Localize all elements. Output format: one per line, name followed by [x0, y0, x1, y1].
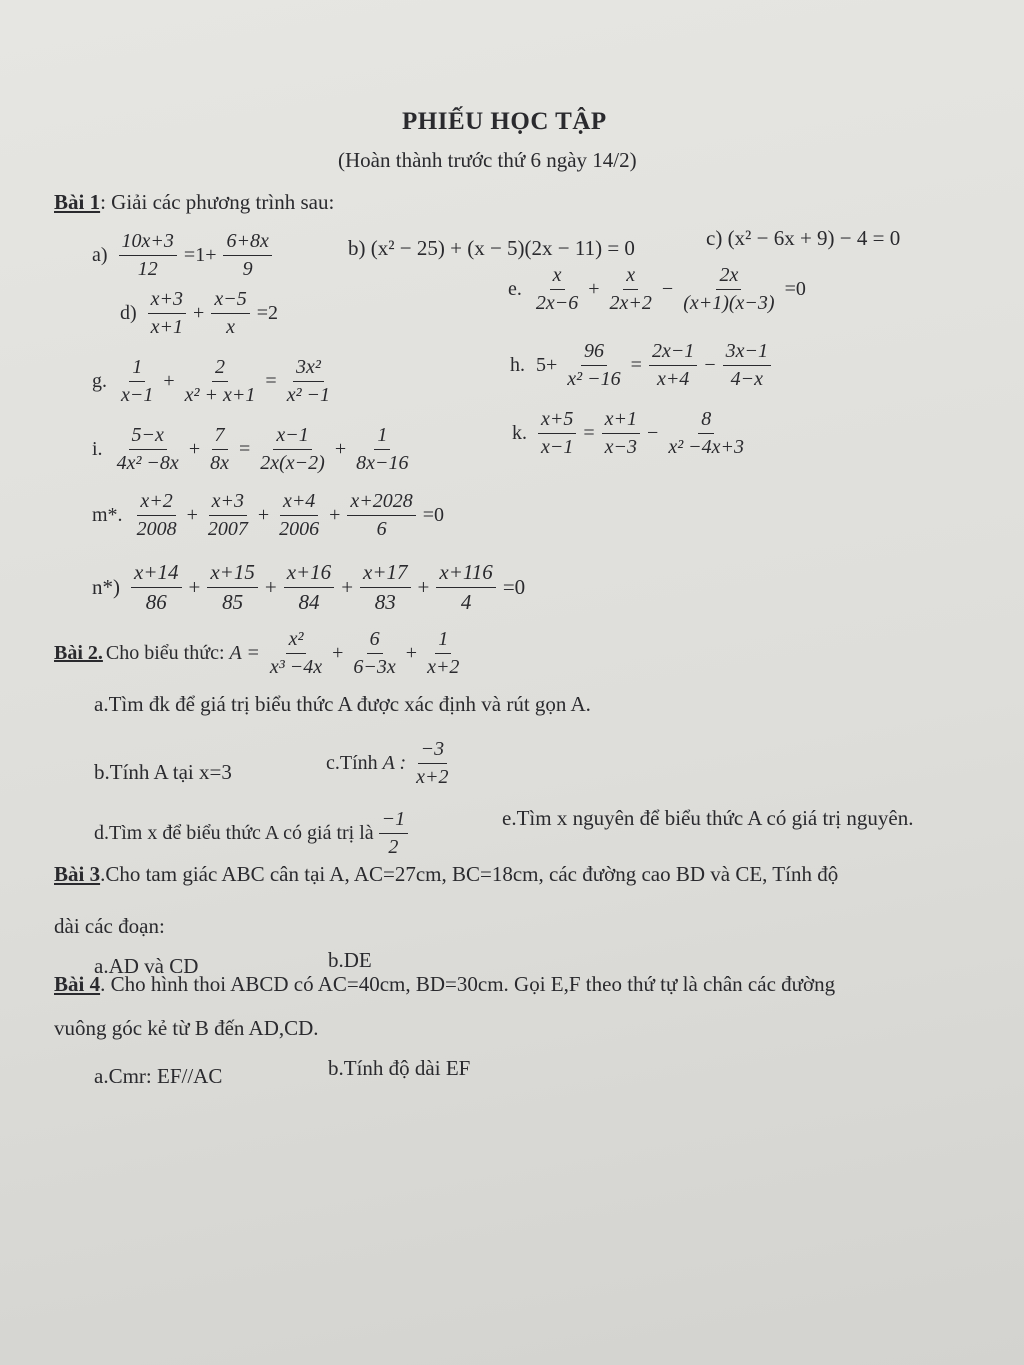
- operator: +: [193, 302, 205, 324]
- numerator: x+3: [148, 288, 186, 314]
- operator: +: [186, 504, 198, 526]
- equation-label: a): [92, 244, 108, 266]
- denominator: 8x−16: [356, 452, 409, 474]
- operator: +: [405, 642, 418, 664]
- numerator: 7: [212, 424, 228, 450]
- equation-d: [120, 288, 280, 339]
- denominator: 84: [298, 590, 320, 614]
- fraction: [205, 490, 251, 541]
- denominator: 2: [388, 836, 399, 858]
- page-subtitle: (Hoàn thành trước thứ 6 ngày 14/2): [338, 148, 637, 172]
- fraction: [379, 808, 409, 859]
- numerator: x+116: [436, 560, 495, 588]
- fraction: [207, 560, 258, 615]
- denominator: 8x: [210, 452, 229, 474]
- bai4-line2: vuông góc kẻ từ B đến AD,CD.: [54, 1016, 319, 1040]
- equation-b: b) (x² − 25) + (x − 5)(2x − 11) = 0: [348, 236, 635, 260]
- numerator: 2: [212, 356, 228, 382]
- numerator: 3x²: [293, 356, 324, 382]
- denominator: 6−3x: [353, 656, 396, 678]
- fraction: [413, 738, 451, 789]
- equation-label: n*): [92, 575, 120, 599]
- numerator: x+4: [280, 490, 318, 516]
- operator: =: [630, 354, 642, 376]
- numerator: −3: [418, 738, 448, 764]
- denominator: x−1: [541, 436, 574, 458]
- equation-label: k.: [512, 422, 527, 444]
- operator: +: [329, 504, 341, 526]
- denominator: 2x(x−2): [260, 452, 325, 474]
- fraction: [182, 356, 259, 407]
- numerator: x−5: [211, 288, 249, 314]
- denominator: (x+1)(x−3): [683, 292, 775, 314]
- equation-m: [92, 490, 446, 541]
- numerator: x+17: [360, 560, 411, 588]
- denominator: 6: [376, 518, 387, 540]
- bai2-part-a: a.Tìm đk để giá trị biểu thức A được xác định và rút gọn A.: [94, 692, 591, 716]
- fraction: [436, 560, 495, 615]
- numerator: x+3: [209, 490, 247, 516]
- operator: A :: [382, 752, 407, 774]
- denominator: 85: [222, 590, 244, 614]
- numerator: 3x−1: [723, 340, 771, 366]
- operator: +: [332, 642, 344, 664]
- operator: +: [417, 575, 430, 599]
- fraction: [284, 356, 333, 407]
- bai3-part-a: a.AD và CD: [94, 954, 199, 978]
- denominator: 12: [137, 258, 158, 280]
- operator: =: [238, 438, 251, 460]
- bai2-part-b: b.Tính A tại x=3: [94, 760, 232, 784]
- equation-i: [92, 424, 414, 475]
- numerator: −1: [379, 808, 409, 834]
- operator: =: [265, 370, 277, 392]
- bai2-part-c: [326, 738, 454, 789]
- numerator: 2x: [716, 264, 741, 290]
- page-title: PHIẾU HỌC TẬP: [402, 108, 607, 135]
- denominator: 2007: [207, 518, 248, 540]
- fraction: [680, 264, 777, 315]
- fraction: [114, 424, 182, 475]
- operator: =2: [256, 302, 278, 324]
- fraction: [723, 340, 771, 391]
- bai1-prompt: : Giải các phương trình sau:: [100, 190, 335, 214]
- numerator: 1: [129, 356, 145, 382]
- fraction: [353, 424, 411, 475]
- bai3-line2: dài các đoạn:: [54, 914, 165, 938]
- part-text: c.Tính: [326, 752, 378, 774]
- bai4-part-b: b.Tính độ dài EF: [328, 1056, 471, 1080]
- operator: 5+: [536, 354, 558, 376]
- numerator: x+16: [284, 560, 335, 588]
- denominator: 2008: [136, 518, 177, 540]
- part-text: d.Tìm x để biểu thức A có giá trị là: [94, 822, 374, 844]
- denominator: 2x−6: [535, 292, 579, 314]
- bai1-label: Bài 1: [54, 190, 101, 214]
- fraction: [118, 356, 156, 407]
- bai2-label: Bài 2.: [54, 642, 103, 664]
- fraction: [284, 560, 335, 615]
- fraction: [211, 288, 249, 339]
- denominator: x² −16: [567, 368, 621, 390]
- equation-a: [92, 230, 274, 281]
- fraction: [350, 628, 398, 679]
- numerator: 1: [435, 628, 451, 654]
- bai2-part-e: e.Tìm x nguyên để biểu thức A có giá trị nguyên.: [502, 806, 914, 830]
- equation-c: c) (x² − 6x + 9) − 4 = 0: [706, 226, 901, 250]
- fraction: [207, 424, 232, 475]
- denominator: x² −4x+3: [668, 436, 745, 458]
- operator: +: [188, 575, 201, 599]
- fraction: [665, 408, 747, 459]
- equation-label: g.: [92, 370, 107, 392]
- denominator: x+2: [416, 766, 449, 788]
- numerator: x: [623, 264, 638, 290]
- operator: +: [334, 438, 347, 460]
- denominator: 4x² −8x: [116, 452, 179, 474]
- fraction: [564, 340, 623, 391]
- bai4-part-a: a.Cmr: EF//AC: [94, 1064, 223, 1088]
- bai4-line1: [54, 972, 835, 997]
- numerator: x+2028: [347, 490, 415, 516]
- numerator: 6+8x: [223, 230, 271, 256]
- bai3-line1: [54, 862, 838, 887]
- denominator: x+1: [150, 316, 184, 338]
- equation-g: [92, 356, 335, 407]
- bai4-text: . Cho hình thoi ABCD có AC=40cm, BD=30cm. Gọi E,F theo thứ tự là chân các đường: [100, 972, 836, 996]
- denominator: x+4: [656, 368, 690, 390]
- fraction: [257, 424, 328, 475]
- fraction: [131, 560, 182, 615]
- fraction: [148, 288, 186, 339]
- operator: =: [583, 422, 595, 444]
- fraction: [134, 490, 180, 541]
- numerator: x²: [286, 628, 307, 654]
- fraction: [223, 230, 271, 281]
- denominator: 4: [460, 590, 472, 614]
- operator: +: [264, 575, 277, 599]
- denominator: x−3: [604, 436, 638, 458]
- numerator: x+5: [538, 408, 576, 434]
- denominator: 9: [242, 258, 253, 280]
- numerator: 10x+3: [119, 230, 177, 256]
- denominator: x³ −4x: [269, 656, 323, 678]
- operator: −: [661, 278, 674, 300]
- equation-e: [508, 264, 808, 315]
- equation-label: e.: [508, 278, 522, 300]
- bai2-heading: [54, 628, 464, 679]
- denominator: 2x+2: [609, 292, 652, 314]
- bai1-heading: [54, 190, 334, 215]
- denominator: x: [226, 316, 235, 338]
- equation-label: h.: [510, 354, 525, 376]
- fraction: [360, 560, 411, 615]
- fraction: [649, 340, 697, 391]
- fraction: [267, 628, 325, 679]
- operator: =0: [502, 575, 526, 599]
- denominator: 86: [145, 590, 167, 614]
- numerator: 96: [581, 340, 607, 366]
- operator: =0: [784, 278, 806, 300]
- numerator: x+15: [207, 560, 258, 588]
- numerator: 1: [374, 424, 390, 450]
- numerator: x+14: [131, 560, 182, 588]
- bai4-label: Bài 4: [54, 972, 101, 996]
- denominator: x−1: [121, 384, 154, 406]
- operator: A =: [229, 642, 260, 664]
- equation-label: i.: [92, 438, 103, 460]
- operator: +: [188, 438, 201, 460]
- denominator: x² −1: [286, 384, 331, 406]
- equation-n: [92, 560, 527, 615]
- fraction: [119, 230, 177, 281]
- numerator: 6: [367, 628, 383, 654]
- equation-label: d): [120, 302, 137, 324]
- operator: +: [341, 575, 354, 599]
- fraction: [424, 628, 462, 679]
- operator: +: [257, 504, 270, 526]
- numerator: x+2: [137, 490, 175, 516]
- fraction: [276, 490, 322, 541]
- numerator: x−1: [273, 424, 311, 450]
- fraction: [538, 408, 576, 459]
- equation-k: [512, 408, 749, 459]
- bai3-label: Bài 3: [54, 862, 101, 886]
- fraction: [347, 490, 415, 541]
- bai2-prompt: Cho biểu thức:: [105, 642, 225, 664]
- operator: =1+: [183, 244, 217, 266]
- fraction: [607, 264, 655, 315]
- numerator: 2x−1: [649, 340, 697, 366]
- numerator: x: [550, 264, 565, 290]
- equation-h: [510, 340, 773, 391]
- denominator: 2006: [279, 518, 320, 540]
- denominator: 83: [374, 590, 396, 614]
- bai2-part-d: [94, 808, 410, 859]
- numerator: x+1: [602, 408, 640, 434]
- numerator: 8: [698, 408, 714, 434]
- operator: −: [647, 422, 659, 444]
- operator: +: [588, 278, 600, 300]
- denominator: 4−x: [730, 368, 763, 390]
- fraction: [602, 408, 640, 459]
- bai3-text: .Cho tam giác ABC cân tại A, AC=27cm, BC=18cm, các đường cao BD và CE, Tính độ: [100, 862, 839, 886]
- denominator: x+2: [427, 656, 460, 678]
- bai3-part-b: b.DE: [328, 948, 372, 972]
- denominator: x² + x+1: [184, 384, 256, 406]
- operator: −: [704, 354, 716, 376]
- equation-label: m*.: [92, 504, 123, 526]
- numerator: 5−x: [129, 424, 167, 450]
- fraction: [533, 264, 581, 315]
- operator: =0: [422, 504, 445, 526]
- operator: +: [163, 370, 175, 392]
